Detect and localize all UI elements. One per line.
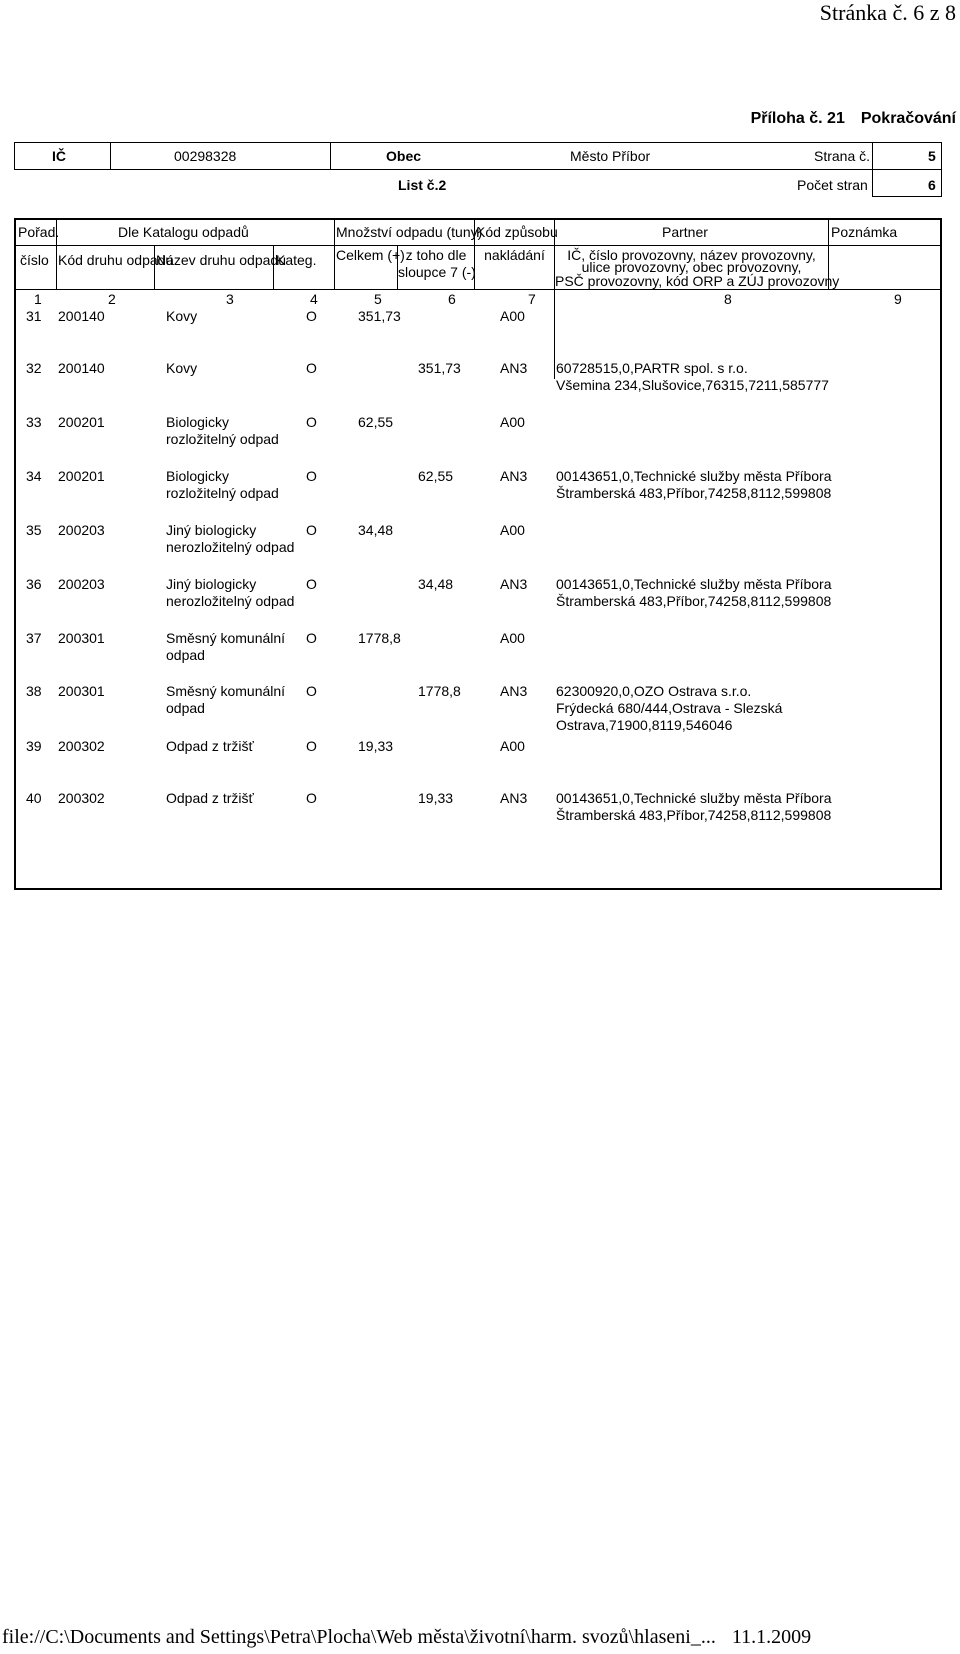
cell-name1: Kovy <box>166 308 198 324</box>
cell-code: 200201 <box>58 468 105 484</box>
cell-cat: O <box>306 308 317 324</box>
column-number: 2 <box>108 291 116 307</box>
cell-total: 34,48 <box>358 522 394 538</box>
cell-code: 200140 <box>58 360 105 376</box>
subheader-partner-2: ulice provozovny, obec provozovny, <box>581 259 802 275</box>
cell-cat: O <box>306 630 317 646</box>
column-number: 6 <box>448 291 456 307</box>
cell-no: 31 <box>26 308 42 324</box>
cell-method: AN3 <box>500 468 528 484</box>
cell-total: 1778,8 <box>358 630 401 646</box>
header-poznamka: Poznámka <box>831 224 898 240</box>
cell-no: 40 <box>26 790 42 806</box>
cell-name2: rozložitelný odpad <box>166 485 279 501</box>
cell-p1: 62300920,0,OZO Ostrava s.r.o. <box>556 683 752 699</box>
footer-path: file://C:\Documents and Settings\Petra\Plocha\Web města\životní\harm. svozů\hlaseni_... <box>2 1626 716 1648</box>
header-partner: Partner <box>662 224 708 240</box>
cell-p2: Frýdecká 680/444,Ostrava - Slezská <box>556 700 783 716</box>
column-number: 1 <box>34 291 42 307</box>
cell-code: 200301 <box>58 683 105 699</box>
cell-total: 351,73 <box>358 308 401 324</box>
appendix-heading <box>751 110 956 128</box>
cell-no: 39 <box>26 738 42 754</box>
column-number: 8 <box>724 291 732 307</box>
cell-p2: Všemina 234,Slušovice,76315,7211,585777 <box>556 377 829 393</box>
cell-part: 1778,8 <box>418 683 461 699</box>
cell-name1: Jiný biologicky <box>166 576 257 592</box>
footer-date: 11.1.2009 <box>731 1626 812 1648</box>
subheader-kod-druhu: Kód druhu odpadu <box>58 252 174 268</box>
cell-method: A00 <box>500 414 525 430</box>
page-number: Stránka č. 6 z 8 <box>819 0 956 25</box>
cell-name2: odpad <box>166 700 205 716</box>
column-number: 5 <box>374 291 382 307</box>
cell-code: 200203 <box>58 576 105 592</box>
cell-method: A00 <box>500 308 525 324</box>
cell-no: 38 <box>26 683 42 699</box>
cell-p1: 00143651,0,Technické služby města Příbora <box>556 790 832 806</box>
subheader-partner-1: IČ, číslo provozovny, název provozovny, <box>567 247 816 263</box>
cell-name1: Kovy <box>166 360 198 376</box>
cell-name1: Směsný komunální <box>166 683 286 699</box>
cell-name1: Odpad z tržišť <box>166 790 254 806</box>
header-info <box>14 142 942 197</box>
cell-total: 19,33 <box>358 738 394 754</box>
cell-name1: Biologicky <box>166 414 230 430</box>
cell-name1: Odpad z tržišť <box>166 738 254 754</box>
cell-no: 36 <box>26 576 42 592</box>
header-porad: Pořad. <box>18 224 60 240</box>
obec-label: Obec <box>386 148 422 164</box>
strana-value: 5 <box>928 148 936 164</box>
cell-part: 351,73 <box>418 360 461 376</box>
cell-no: 33 <box>26 414 42 430</box>
cell-part: 34,48 <box>418 576 454 592</box>
cell-name1: Jiný biologicky <box>166 522 257 538</box>
cell-cat: O <box>306 576 317 592</box>
cell-p1: 00143651,0,Technické služby města Příbora <box>556 468 832 484</box>
cell-p1: 60728515,0,PARTR spol. s r.o. <box>556 360 748 376</box>
cell-method: AN3 <box>500 360 528 376</box>
ic-label: IČ <box>52 148 66 164</box>
cell-method: AN3 <box>500 790 528 806</box>
cell-code: 200302 <box>58 738 105 754</box>
header-katalog: Dle Katalogu odpadů <box>118 224 249 240</box>
cell-cat: O <box>306 360 317 376</box>
column-number: 9 <box>894 291 902 307</box>
cell-method: AN3 <box>500 683 528 699</box>
cell-p1: 00143651,0,Technické služby města Příbora <box>556 576 832 592</box>
footer <box>2 1626 811 1649</box>
subheader-ztoho-1: z toho dle <box>405 247 467 263</box>
cell-part: 62,55 <box>418 468 454 484</box>
cell-method: A00 <box>500 522 525 538</box>
cell-name1: Směsný komunální <box>166 630 286 646</box>
column-number: 3 <box>226 291 234 307</box>
cell-method: A00 <box>500 738 525 754</box>
pocet-value: 6 <box>928 177 936 193</box>
cell-method: AN3 <box>500 576 528 592</box>
cell-name2: nerozložitelný odpad <box>166 593 295 609</box>
waste-table <box>14 218 942 890</box>
obec-value: Město Příbor <box>570 148 651 164</box>
cell-code: 200301 <box>58 630 105 646</box>
cell-cat: O <box>306 738 317 754</box>
cell-p3: Ostrava,71900,8119,546046 <box>556 717 733 733</box>
cell-total: 62,55 <box>358 414 394 430</box>
ic-value: 00298328 <box>174 148 237 164</box>
cell-cat: O <box>306 414 317 430</box>
list-label: List č.2 <box>398 177 447 193</box>
cell-code: 200302 <box>58 790 105 806</box>
cell-cat: O <box>306 522 317 538</box>
appendix-continuation: Pokračování <box>860 110 956 127</box>
subheader-kateg: Kateg. <box>276 252 317 268</box>
strana-label: Strana č. <box>814 148 871 164</box>
pocet-label: Počet stran <box>797 177 868 193</box>
cell-no: 32 <box>26 360 42 376</box>
subheader-nazev: Název druhu odpadu <box>156 252 286 268</box>
cell-name1: Biologicky <box>166 468 230 484</box>
column-number: 7 <box>528 291 536 307</box>
cell-code: 200203 <box>58 522 105 538</box>
cell-p2: Štramberská 483,Příbor,74258,8112,599808 <box>556 807 832 823</box>
cell-p2: Štramberská 483,Příbor,74258,8112,599808 <box>556 485 832 501</box>
appendix-label: Příloha č. 21 <box>750 110 845 127</box>
header-mnozstvi: Množství odpadu (tuny) <box>336 224 483 240</box>
cell-p2: Štramberská 483,Příbor,74258,8112,599808 <box>556 593 832 609</box>
subheader-partner-3: PSČ provozovny, kód ORP a ZÚJ provozovny <box>555 273 840 289</box>
cell-no: 34 <box>26 468 42 484</box>
cell-name2: nerozložitelný odpad <box>166 539 295 555</box>
cell-part: 19,33 <box>418 790 454 806</box>
cell-method: A00 <box>500 630 525 646</box>
header-kod: Kód způsobu <box>476 224 558 240</box>
cell-cat: O <box>306 790 317 806</box>
subheader-ztoho-2: sloupce 7 (-) <box>398 264 476 280</box>
cell-cat: O <box>306 683 317 699</box>
cell-name2: odpad <box>166 647 205 663</box>
column-number: 4 <box>310 291 318 307</box>
subheader-cislo: číslo <box>20 252 49 268</box>
subheader-celkem: Celkem (+) <box>336 247 405 263</box>
cell-name2: rozložitelný odpad <box>166 431 279 447</box>
cell-cat: O <box>306 468 317 484</box>
cell-no: 37 <box>26 630 42 646</box>
subheader-nakladani: nakládání <box>484 247 545 263</box>
cell-code: 200201 <box>58 414 105 430</box>
cell-no: 35 <box>26 522 42 538</box>
cell-code: 200140 <box>58 308 105 324</box>
